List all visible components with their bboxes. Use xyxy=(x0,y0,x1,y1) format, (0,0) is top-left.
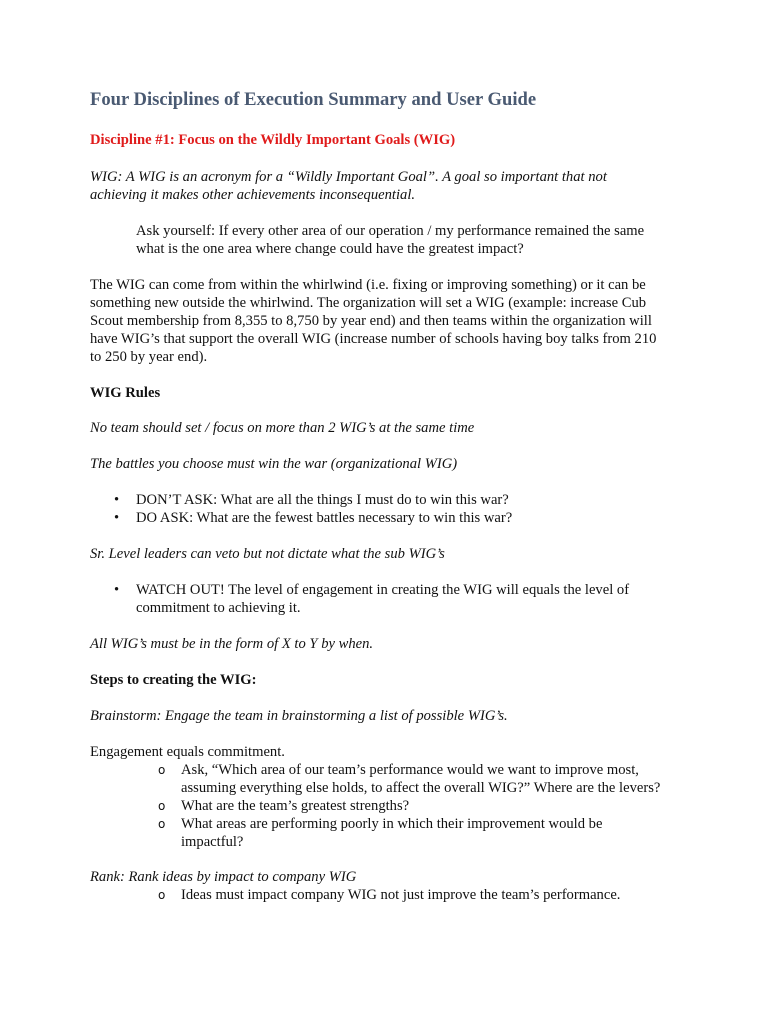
ask-yourself-block xyxy=(136,222,676,258)
bullet-text: DON’T ASK: What are all the things I must do to win this war? xyxy=(136,492,509,508)
wig-paragraph-line: Scout membership from 8,355 to 8,750 by year end) and then teams within the organization will xyxy=(90,313,652,329)
wig-definition-line: achieving it makes other achievements inconsequential. xyxy=(90,187,416,203)
list-item-line: What areas are performing poorly in which their improvement would be xyxy=(181,816,603,832)
rule-3: Sr. Level leaders can veto but not dictate what the sub WIG’s xyxy=(90,546,445,562)
document-title: Four Disciplines of Execution Summary and User Guide xyxy=(90,89,537,110)
list-item xyxy=(158,886,698,904)
rule-2: The battles you choose must win the war (organizational WIG) xyxy=(90,456,458,472)
rank-list xyxy=(158,886,698,904)
steps-heading: Steps to creating the WIG: xyxy=(90,672,257,688)
list-item-line: impactful? xyxy=(181,834,244,850)
bullet-icon: • xyxy=(114,582,120,598)
bullet-icon: • xyxy=(114,510,120,526)
brainstorm-text: Brainstorm: Engage the team in brainstorming a list of possible WIG’s. xyxy=(90,708,508,724)
circle-bullet-icon: o xyxy=(158,763,166,777)
list-item xyxy=(158,815,698,851)
engagement-list xyxy=(158,761,698,851)
circle-bullet-icon: o xyxy=(158,888,166,902)
wig-paragraph-line: to 250 by year end). xyxy=(90,349,208,365)
list-item xyxy=(158,797,698,815)
wig-paragraph-line: have WIG’s that support the overall WIG (increase number of schools having boy talks from 210 xyxy=(90,331,657,347)
ask-yourself-line: Ask yourself: If every other area of our operation / my performance remained the same xyxy=(136,223,645,239)
list-item xyxy=(158,761,698,797)
engagement-text: Engagement equals commitment. xyxy=(90,744,285,760)
rule-1: No team should set / focus on more than 2 WIG’s at the same time xyxy=(90,420,475,436)
wig-paragraph-line: something new outside the whirlwind. The organization will set a WIG (example: increase Cub xyxy=(90,295,647,311)
watch-out-list xyxy=(114,581,694,617)
wig-definition xyxy=(90,168,690,204)
list-item-line: Ideas must impact company WIG not just improve the team’s performance. xyxy=(181,887,621,903)
wig-paragraph xyxy=(90,276,690,366)
watch-out-line: commitment to achieving it. xyxy=(136,600,301,616)
discipline-heading: Discipline #1: Focus on the Wildly Important Goals (WIG) xyxy=(90,132,456,148)
watch-out-line: WATCH OUT! The level of engagement in creating the WIG will equals the level of xyxy=(136,582,630,598)
list-item-line: What are the team’s greatest strengths? xyxy=(181,798,410,814)
bullet-text: DO ASK: What are the fewest battles necessary to win this war? xyxy=(136,510,513,526)
ask-yourself-line: what is the one area where change could have the greatest impact? xyxy=(136,241,524,257)
circle-bullet-icon: o xyxy=(158,817,166,831)
wig-paragraph-line: The WIG can come from within the whirlwind (i.e. fixing or improving something) or it can be xyxy=(90,277,646,293)
bullet-icon: • xyxy=(114,492,120,508)
rank-text: Rank: Rank ideas by impact to company WIG xyxy=(90,869,357,885)
rule-4: All WIG’s must be in the form of X to Y by when. xyxy=(90,636,374,652)
list-item-line: assuming everything else holds, to affect the overall WIG?” Where are the levers? xyxy=(181,780,661,796)
list-item-line: Ask, “Which area of our team’s performance would we want to improve most, xyxy=(181,762,639,778)
rule-2-bullet-list xyxy=(114,491,694,527)
list-item xyxy=(114,581,694,617)
wig-definition-line: WIG: A WIG is an acronym for a “Wildly Important Goal”. A goal so important that not xyxy=(90,169,607,185)
list-item xyxy=(114,509,694,527)
list-item xyxy=(114,491,694,509)
circle-bullet-icon: o xyxy=(158,799,166,813)
wig-rules-heading: WIG Rules xyxy=(90,385,161,401)
